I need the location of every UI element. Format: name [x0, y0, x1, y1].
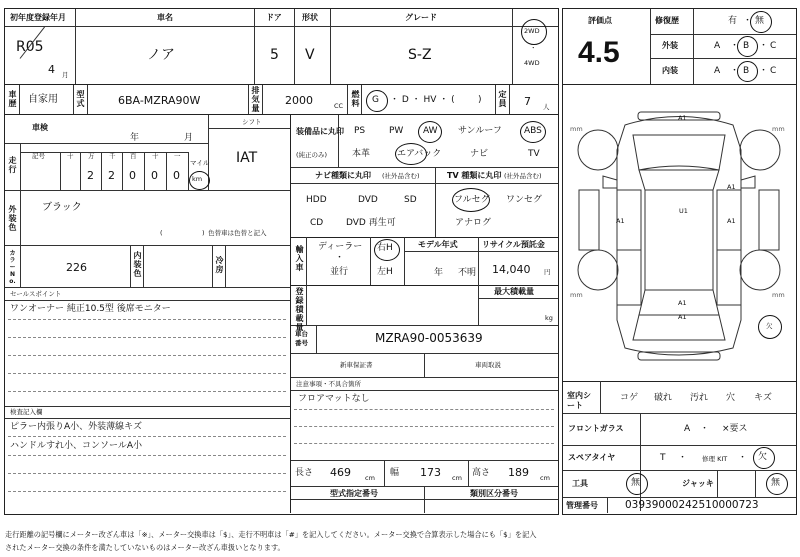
fuel-close: ) — [478, 95, 482, 105]
grade-value: S-Z — [408, 47, 432, 63]
odo-digit-2: 2 — [87, 169, 94, 182]
car-name-label: 車名 — [157, 13, 173, 22]
navi-sd: SD — [404, 195, 417, 205]
color-code: 226 — [66, 261, 87, 274]
ext-label: 外装 — [662, 41, 678, 50]
load-label: 登録積載量 — [295, 287, 304, 332]
equip-sunroof: サンルーフ — [458, 126, 502, 136]
mm-mark-2: mm — [772, 125, 785, 133]
ext-b: B — [743, 41, 750, 51]
navi-dvd-play: DVD 再生可 — [346, 218, 396, 228]
recycle-unit: 円 — [544, 268, 551, 276]
spare-kit: 修理 KIT — [702, 455, 728, 463]
odo-head-6: 一 — [174, 152, 181, 160]
notes-label: 注意事項・不具合箇所 — [296, 380, 361, 388]
model-year-label: モデル年式 — [418, 240, 458, 249]
int-sep1: ・ — [730, 66, 740, 76]
spare-sep: ・ — [678, 453, 688, 463]
int-sep2: ・ — [759, 66, 769, 76]
ext-c: C — [770, 41, 777, 51]
import-dealer: ディーラー — [318, 242, 363, 252]
shape-value: V — [305, 47, 315, 63]
color-note-open: ( — [160, 229, 163, 237]
odo-head-4: 百 — [130, 152, 137, 160]
height-value: 189 — [508, 466, 529, 479]
odo-head-1: 十 — [67, 152, 74, 160]
type-designation-label: 型式指定番号 — [330, 489, 378, 498]
int-a: A — [714, 66, 721, 76]
fuel-others: ・ D ・ HV ・ ( — [390, 95, 455, 105]
import-label: 輸入車 — [295, 245, 304, 272]
sales-value: ワンオーナー 純正10.5型 後席モニター — [10, 304, 171, 314]
recycle-label: リサイクル預託金 — [482, 240, 545, 249]
car-diagram — [563, 90, 795, 380]
use-label: 車歴 — [8, 90, 17, 108]
equip-tv: TV — [528, 149, 540, 159]
equip-aw: AW — [423, 126, 438, 136]
jack-value: 無 — [771, 478, 781, 488]
int-label: 内装 — [662, 66, 678, 75]
color-note-close: ) — [202, 229, 205, 237]
int-b: B — [743, 66, 750, 76]
color-value: ブラック — [42, 202, 82, 213]
color-label: 外装色 — [8, 205, 17, 232]
mark-a1-tailgate: A1 — [678, 299, 687, 307]
model-value: 6BA-MZRA90W — [118, 94, 201, 107]
notes-value: フロアマットなし — [298, 394, 370, 404]
mark-a1-rear-bumper: A1 — [678, 313, 687, 321]
tv-analog: アナログ — [455, 218, 492, 228]
ext-sep2: ・ — [759, 41, 769, 51]
spare-label: スペアタイヤ — [568, 453, 616, 462]
shift-value: IAT — [236, 150, 258, 166]
ketsu-mark: 欠 — [766, 322, 773, 330]
recycle-value: 14,040 — [492, 263, 531, 276]
load-unit: kg — [545, 314, 553, 322]
mm-mark-4: mm — [772, 291, 785, 299]
seat-burn: コゲ — [620, 393, 639, 403]
mm-mark-3: mm — [570, 291, 583, 299]
int-c: C — [770, 66, 777, 76]
ext-sep1: ・ — [730, 41, 740, 51]
model-label: 型式 — [76, 90, 85, 108]
mile-label: マイル — [190, 159, 210, 167]
ext-a: A — [714, 41, 721, 51]
chassis-value: MZRA90-0053639 — [375, 331, 483, 345]
first-reg-month: 4 — [48, 63, 55, 76]
tools-value: 無 — [631, 478, 641, 488]
mgmt-label: 管理番号 — [566, 501, 598, 510]
disp-label: 排気量 — [251, 86, 260, 113]
door-label: ドア — [266, 13, 282, 22]
mark-u1-roof: U1 — [679, 207, 688, 215]
right-hand: 右H — [377, 243, 393, 253]
seat-tear: 破れ — [654, 393, 673, 403]
jack-label: ジャッキ — [682, 479, 714, 488]
inspect-month: 月 — [184, 133, 194, 143]
odo-head-3: 千 — [109, 152, 116, 160]
drive-4wd: 4WD — [524, 59, 540, 67]
windshield-sep: ・ — [700, 424, 710, 434]
equip-sub: (純正のみ) — [296, 151, 328, 159]
width-unit: cm — [452, 474, 462, 482]
seat-hole: 穴 — [726, 393, 736, 403]
tools-label: 工具 — [572, 479, 588, 488]
shift-label: シフト — [242, 118, 262, 126]
first-reg-label: 初年度登録年月 — [10, 13, 66, 22]
color-code-label: カラーNo. — [9, 250, 16, 285]
mm-mark-1: mm — [570, 125, 583, 133]
navi-sub: (社外品含む) — [382, 172, 420, 180]
import-dot: ・ — [335, 253, 345, 263]
inspect-year: 年 — [130, 133, 140, 143]
month-unit: 月 — [62, 71, 69, 79]
cap-value: 7 — [524, 95, 531, 108]
shape-label: 形状 — [302, 13, 318, 22]
mark-a1-right-front: A1 — [727, 183, 736, 191]
width-value: 173 — [420, 466, 441, 479]
color-note: 色替車は色替と記入 — [208, 229, 267, 237]
drive-2wd: 2WD — [524, 27, 540, 35]
cap-unit: 人 — [543, 103, 550, 111]
height-label: 高さ — [472, 468, 491, 478]
equip-abs: ABS — [524, 126, 542, 136]
navi-dvd: DVD — [358, 195, 378, 205]
drive-sep: ・ — [530, 44, 537, 52]
first-reg-era: R05 — [16, 39, 44, 55]
equip-leather: 本革 — [352, 149, 371, 159]
length-label: 長さ — [295, 468, 314, 478]
odo-head-2: 万 — [88, 152, 95, 160]
max-load-label: 最大積載量 — [494, 287, 534, 296]
equip-ps: PS — [354, 126, 366, 136]
windshield-x: ×要ス — [722, 424, 748, 434]
ac-label: 冷房 — [215, 256, 224, 274]
fuel-label: 燃料 — [351, 90, 360, 108]
mgmt-value: 03939000242510000723 — [625, 499, 759, 511]
inspection-label: 検査記入欄 — [10, 408, 43, 416]
score-value: 4.5 — [578, 36, 620, 69]
tv-oneseg: ワンセグ — [506, 195, 543, 205]
tv-sub: (社外品含む) — [504, 172, 542, 180]
seat-label: 室内シート — [567, 391, 591, 410]
km-label: km — [192, 175, 203, 183]
mark-a1-left-rear: A1 — [616, 217, 625, 225]
length-value: 469 — [330, 466, 351, 479]
height-unit: cm — [540, 474, 550, 482]
equip-navi: ナビ — [470, 149, 489, 159]
navi-hdd: HDD — [306, 195, 327, 205]
odo-digit-5: 0 — [151, 169, 158, 182]
grade-label: グレード — [405, 13, 437, 22]
spare-t: T — [660, 453, 666, 463]
odo-digit-3: 2 — [108, 169, 115, 182]
new-car-warranty: 新車保証書 — [340, 361, 373, 369]
repair-yes: 有 — [728, 16, 738, 26]
fuel-g: G — [372, 95, 379, 105]
sales-label: セールスポイント — [10, 290, 62, 298]
windshield-a: A — [684, 424, 691, 434]
use-value: 自家用 — [28, 94, 58, 105]
inspect-label: 車検 — [32, 123, 48, 132]
footer-line1: 走行距離の記号欄にメーター改ざん車は「※」、メーター交換車は「$」、走行不明車は「#」を記入してください。メーター交換で合算表示した場合にも「$」を記入 — [5, 530, 537, 539]
mark-a1-right-rear: A1 — [727, 217, 736, 225]
equip-airbag: エアバック — [397, 149, 442, 159]
length-unit: cm — [365, 474, 375, 482]
odo-digit-6: 0 — [173, 169, 180, 182]
cap-label: 定員 — [498, 90, 507, 108]
inspection-line2: ハンドルすれ小、コンソールA小 — [10, 441, 142, 451]
seat-scratch: キズ — [754, 393, 772, 403]
chassis-label: 車台番号 — [295, 330, 308, 347]
odo-head-5: 十 — [152, 152, 159, 160]
class-number-label: 類別区分番号 — [470, 489, 518, 498]
car-name: ノア — [147, 47, 175, 63]
equip-pw: PW — [389, 126, 404, 136]
footer-line2: されたメーター交換の条件を満たしていないものはメーター改ざん車扱いとなります。 — [5, 543, 285, 552]
disp-unit: CC — [334, 102, 344, 110]
odo-label: 走行 — [8, 156, 17, 174]
odo-digit-4: 0 — [129, 169, 136, 182]
odo-sym-label: 記号 — [32, 152, 45, 160]
door-value: 5 — [270, 47, 279, 63]
navi-label: ナビ種類に丸印 — [315, 171, 371, 180]
width-label: 幅 — [390, 468, 400, 478]
spare-missing: 欠 — [758, 452, 768, 462]
repair-no: 無 — [755, 16, 765, 26]
inspection-line1: ピラー内張りA小、外装薄線キズ — [10, 422, 142, 432]
model-year-unit: 年 — [434, 268, 444, 278]
equip-label: 装備品に丸印 — [296, 127, 344, 136]
owner-manual: 車両取説 — [475, 361, 501, 369]
score-label: 評価点 — [588, 16, 612, 25]
repair-label: 修復歴 — [655, 16, 679, 25]
model-year-unknown: 不明 — [458, 268, 477, 278]
seat-stain: 汚れ — [690, 393, 709, 403]
spare-sep2: ・ — [738, 453, 748, 463]
tv-label: TV 種類に丸印 — [447, 171, 502, 180]
disp-value: 2000 — [285, 94, 313, 107]
repair-dot: ・ — [743, 16, 753, 26]
windshield-label: フロントガラス — [568, 424, 624, 433]
left-hand: 左H — [377, 267, 393, 277]
tv-fullseg: フルセグ — [454, 195, 490, 205]
import-parallel: 並行 — [330, 267, 349, 277]
navi-cd: CD — [310, 218, 324, 228]
mark-a1-hood: A1 — [678, 114, 687, 122]
interior-color-label: 内装色 — [133, 251, 142, 278]
